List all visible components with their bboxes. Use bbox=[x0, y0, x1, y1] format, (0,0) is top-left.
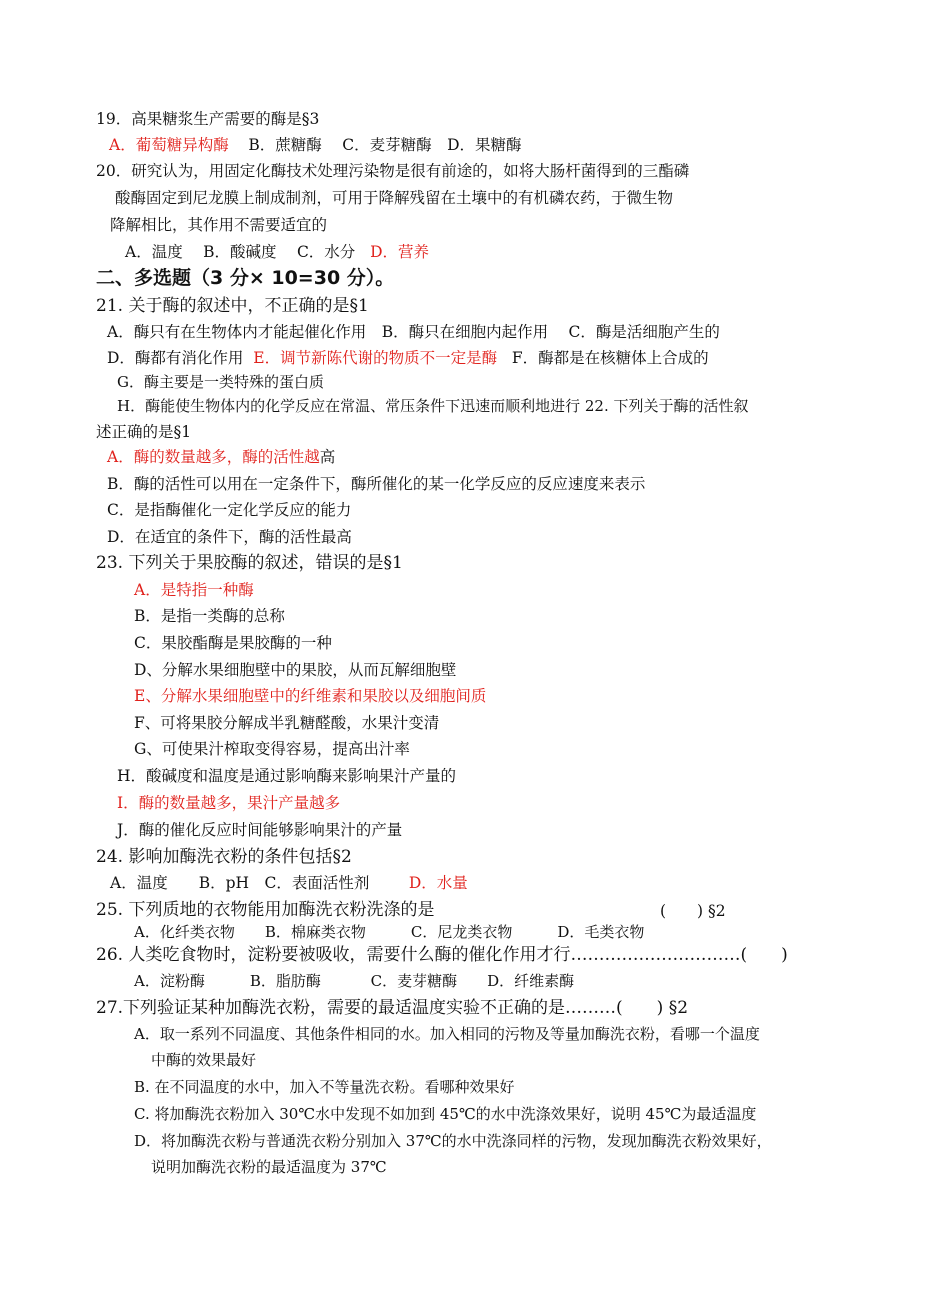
q25-stem: 25. 下列质地的衣物能用加酶洗衣粉洗涤的是 bbox=[96, 900, 435, 920]
q20-answer-d: D．营养 bbox=[370, 243, 430, 261]
q24-stem: 24. 影响加酶洗衣粉的条件包括§2 bbox=[96, 847, 352, 867]
q26-stem: 26. 人类吃食物时，淀粉要被吸收，需要什么酶的催化作用才行…………………………( ) bbox=[96, 945, 788, 965]
q24-options-abc: A．温度 B．pH C．表面活性剂 bbox=[110, 874, 370, 892]
q24-answer-d: D．水量 bbox=[408, 874, 468, 892]
q23-option-h: H．酸碱度和温度是通过影响酶来影响果汁产量的 bbox=[117, 767, 457, 785]
q21-option-d: D．酶都有消化作用 bbox=[107, 349, 244, 367]
q19-stem: 19．高果糖浆生产需要的酶是§3 bbox=[96, 110, 320, 128]
q19-other-options: B．蔗糖酶 C．麦芽糖酶 D．果糖酶 bbox=[248, 136, 522, 154]
q20-options bbox=[125, 242, 429, 262]
q21-option-f: F．酶都是在核糖体上合成的 bbox=[511, 349, 709, 367]
q23-option-d: D、分解水果细胞壁中的果胶，从而瓦解细胞壁 bbox=[134, 661, 457, 679]
q25-answer-blank: ( ) §2 bbox=[660, 902, 726, 920]
q23-option-f: F、可将果胶分解成半乳糖醛酸，水果汁变清 bbox=[134, 714, 440, 732]
q22-option-a bbox=[107, 447, 335, 467]
q20-stem-line1: 20．研究认为，用固定化酶技术处理污染物是很有前途的，如将大肠杆菌得到的三酯磷 bbox=[96, 162, 690, 180]
q27-option-d-line2: 说明加酶洗衣粉的最适温度为 37℃ bbox=[151, 1158, 387, 1176]
q23-answer-i: I．酶的数量越多，果汁产量越多 bbox=[117, 794, 341, 812]
q23-option-j: J．酶的催化反应时间能够影响果汁的产量 bbox=[117, 821, 403, 839]
q26-options: A．淀粉酶 B．脂肪酶 C．麦芽糖酶 D．纤维素酶 bbox=[134, 972, 575, 990]
q22-stem-continued: 述正确的是§1 bbox=[96, 423, 192, 441]
q23-stem: 23. 下列关于果胶酶的叙述，错误的是§1 bbox=[96, 553, 403, 573]
q27-stem: 27.下列验证某种加酶洗衣粉，需要的最适温度实验不正确的是………( ) §2 bbox=[96, 998, 689, 1018]
q27-option-a-line2: 中酶的效果最好 bbox=[151, 1051, 257, 1069]
q23-answer-a: A．是特指一种酶 bbox=[134, 581, 254, 599]
q22-option-a-end: 高 bbox=[319, 448, 336, 466]
q23-option-c: C．果胶酯酶是果胶酶的一种 bbox=[134, 634, 332, 652]
q27-option-d-line1: D．将加酶洗衣粉与普通洗衣粉分别加入 37℃的水中洗涤同样的污物，发现加酶洗衣粉效果好， bbox=[134, 1132, 772, 1150]
q21-stem: 21. 关于酶的叙述中，不正确的是§1 bbox=[96, 296, 369, 316]
q21-option-h: H．酶能使生物体内的化学反应在常温、常压条件下迅速而顺利地进行 22. 下列关于酶的活性叙 bbox=[117, 397, 749, 415]
q24-options bbox=[110, 873, 468, 893]
q22-option-c: C．是指酶催化一定化学反应的能力 bbox=[107, 501, 352, 519]
section-heading-multiple-choice: 二、多选题（3 分× 10=30 分）。 bbox=[96, 267, 395, 289]
q20-stem-line3: 降解相比，其作用不需要适宜的 bbox=[110, 216, 328, 234]
q23-option-b: B．是指一类酶的总称 bbox=[134, 607, 285, 625]
q20-stem-line2: 酸酶固定到尼龙膜上制成制剂，可用于降解残留在土壤中的有机磷农药，于微生物 bbox=[115, 189, 674, 207]
q22-option-b: B．酶的活性可以用在一定条件下，酶所催化的某一化学反应的反应速度来表示 bbox=[107, 475, 646, 493]
q27-option-b: B. 在不同温度的水中，加入不等量洗衣粉。看哪种效果好 bbox=[134, 1078, 515, 1096]
q21-options-line1: A．酶只有在生物体内才能起催化作用 B．酶只在细胞内起作用 C．酶是活细胞产生的 bbox=[107, 323, 720, 341]
q23-answer-e: E、分解水果细胞壁中的纤维素和果胶以及细胞间质 bbox=[134, 687, 487, 705]
q27-option-a-line1: A．取一系列不同温度、其他条件相同的水。加入相同的污物及等量加酶洗衣粉，看哪一个温度 bbox=[134, 1025, 760, 1043]
q23-option-g: G、可使果汁榨取变得容易，提高出汁率 bbox=[134, 740, 410, 758]
q20-options-abc: A．温度 B．酸碱度 C．水分 bbox=[125, 243, 356, 261]
q21-options-line2 bbox=[107, 348, 709, 368]
q21-option-g: G．酶主要是一类特殊的蛋白质 bbox=[117, 373, 324, 391]
q21-answer-e: E．调节新陈代谢的物质不一定是酶 bbox=[253, 349, 498, 367]
q22-answer-a: A．酶的数量越多，酶的活性越 bbox=[107, 448, 320, 466]
q22-option-d: D．在适宜的条件下，酶的活性最高 bbox=[107, 528, 352, 546]
q19-answer-a: A．葡萄糖异构酶 bbox=[109, 136, 229, 154]
q27-option-c: C. 将加酶洗衣粉加入 30℃水中发现不如加到 45℃的水中洗涤效果好，说明 45℃为最适温度 bbox=[134, 1105, 757, 1123]
q19-options bbox=[109, 135, 522, 155]
q25-options: A．化纤类衣物 B．棉麻类衣物 C．尼龙类衣物 D．毛类衣物 bbox=[134, 923, 645, 941]
